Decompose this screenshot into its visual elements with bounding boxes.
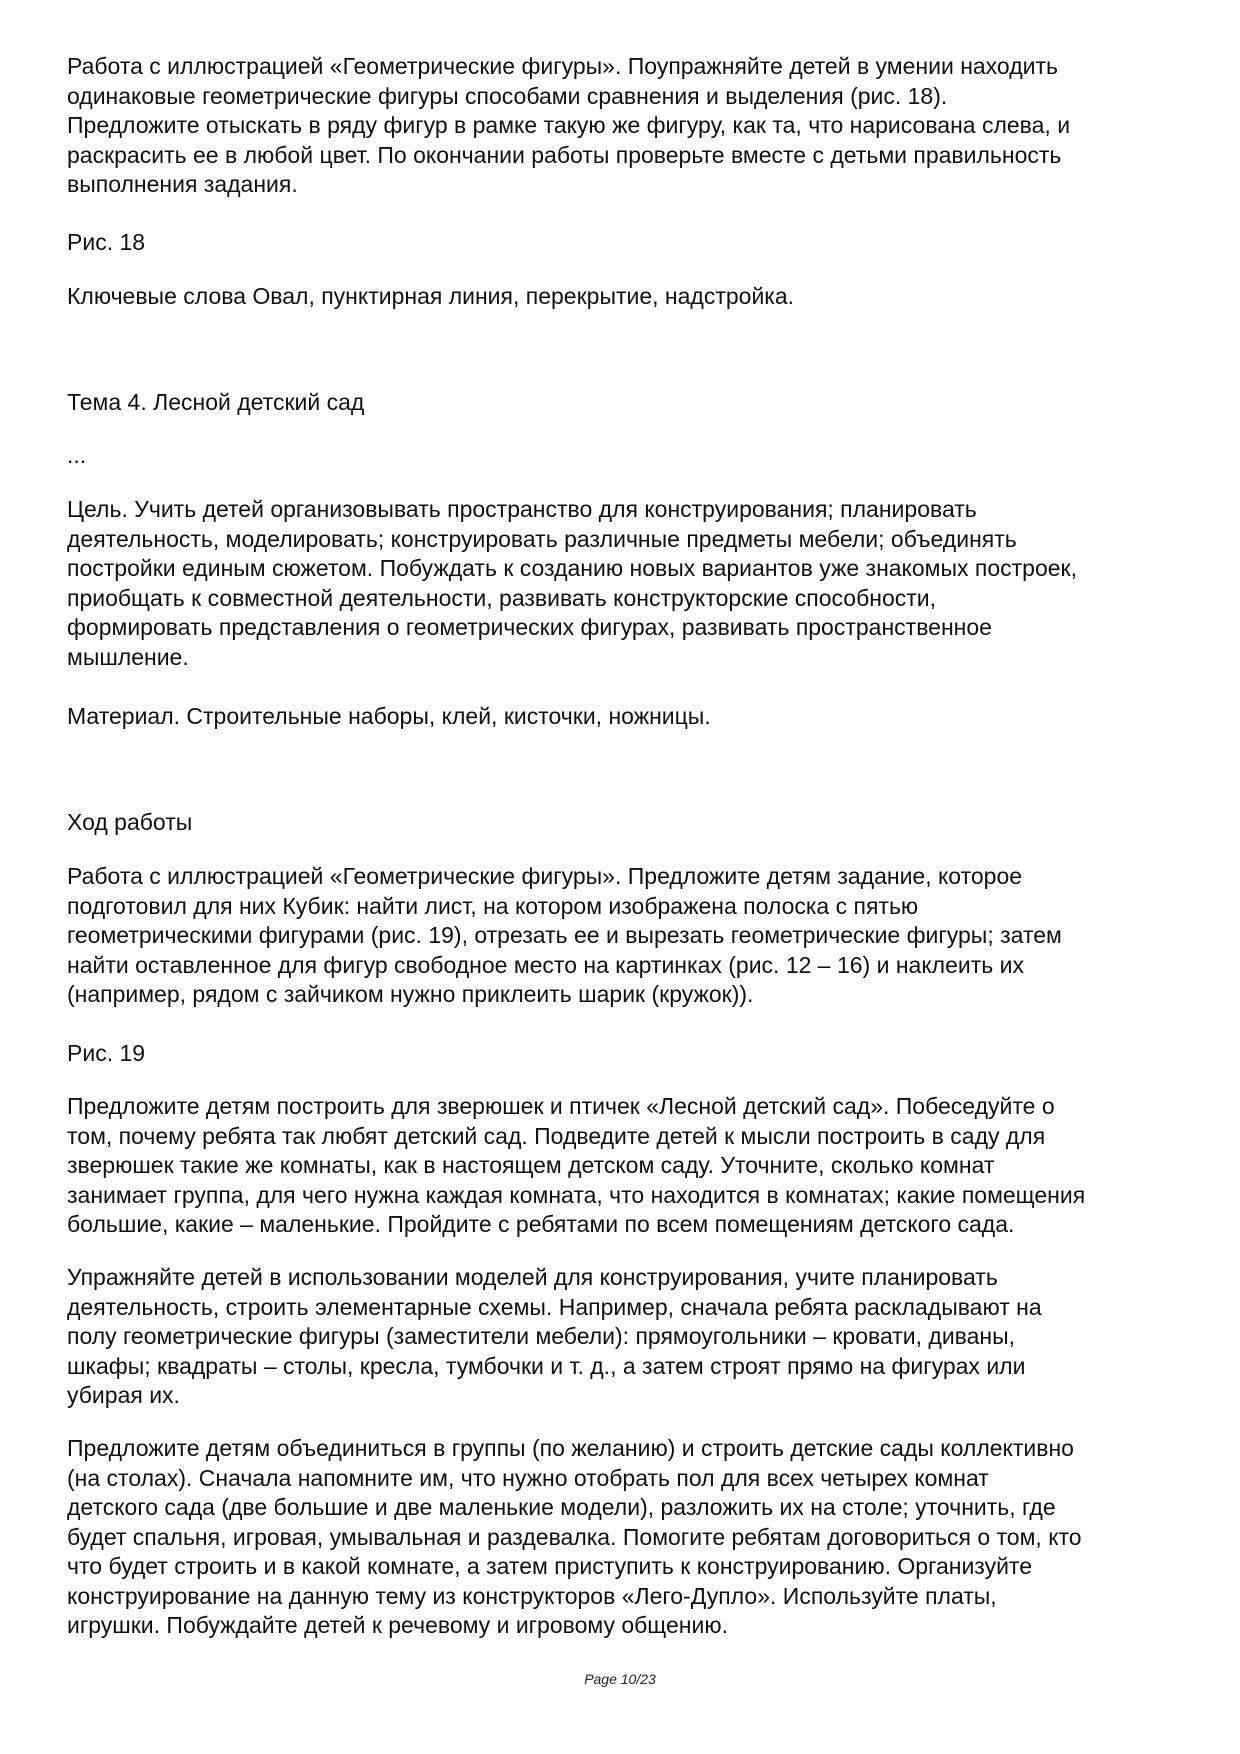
text-line: деятельность, строить элементарные схемы. Например, сначала ребята раскладывают на bbox=[67, 1293, 1042, 1320]
section-heading-procedure bbox=[67, 808, 1197, 838]
text-line: полу геометрические фигуры (заместители мебели): прямоугольники – кровати, диваны, bbox=[67, 1323, 1016, 1349]
text-line: зверюшек такие же комнаты, как в настоящем детском саду. Уточните, сколько комнат bbox=[67, 1152, 995, 1178]
text-line: раскрасить ее в любой цвет. По окончании работы проверьте вместе с детьми правильность bbox=[67, 141, 1062, 168]
paragraph-forest-kindergarten bbox=[67, 1092, 1197, 1240]
figure-caption-18 bbox=[67, 228, 1197, 258]
text-line: занимает группа, для чего нужна каждая комната, что находится в комнатах; какие помещения bbox=[67, 1181, 1086, 1208]
ellipsis-line bbox=[67, 441, 1197, 471]
text-line: Ход работы bbox=[67, 809, 193, 835]
text-line: Предложите отыскать в ряду фигур в рамке такую же фигуру, как та, что нарисована слева, и bbox=[67, 112, 1071, 138]
text-line: геометрическими фигурами (рис. 19), отрезать ее и вырезать геометрические фигуры; затем bbox=[67, 922, 1062, 948]
paragraph-group-building bbox=[67, 1434, 1197, 1641]
paragraph-material bbox=[67, 702, 1197, 732]
text-line: приобщать к совместной деятельности, развивать конструкторские способности, bbox=[67, 584, 937, 611]
text-line: одинаковые геометрические фигуры способами сравнения и выделения (рис. 18). bbox=[67, 82, 948, 109]
text-line: игрушки. Побуждайте детей к речевому и игровому общению. bbox=[67, 1612, 728, 1638]
text-line: (например, рядом с зайчиком нужно приклеить шарик (кружок)). bbox=[67, 981, 754, 1007]
text-line: убирая их. bbox=[67, 1382, 180, 1408]
text-line: большие, какие – маленькие. Пройдите с ребятами по всем помещениям детского сада. bbox=[67, 1211, 1015, 1237]
text-line: найти оставленное для фигур свободное место на картинках (рис. 12 – 16) и наклеить их bbox=[67, 951, 1024, 978]
text-line: Цель. Учить детей организовывать пространство для конструирования; планировать bbox=[67, 496, 977, 522]
text-line: что будет строить и в какой комнате, а затем приступить к конструированию. Организуйте bbox=[67, 1553, 1032, 1579]
text-line: Работа с иллюстрацией «Геометрические фигуры». Предложите детям задание, которое bbox=[67, 863, 1023, 889]
text-line: формировать представления о геометрических фигурах, развивать пространственное bbox=[67, 614, 992, 640]
text-line: шкафы; квадраты – столы, кресла, тумбочки и т. д., а затем строят прямо на фигурах или bbox=[67, 1352, 1026, 1379]
text-line: (на столах). Сначала напомните им, что нужно отобрать пол для всех четырех комнат bbox=[67, 1464, 989, 1491]
text-line: подготовил для них Кубик: найти лист, на котором изображена полоска с пятью bbox=[67, 892, 919, 919]
text-line: ... bbox=[67, 442, 87, 468]
text-line: Рис. 18 bbox=[67, 229, 146, 255]
text-line: том, почему ребята так любят детский сад. Подведите детей к мысли построить в саду для bbox=[67, 1122, 1046, 1149]
text-line: будет спальня, игровая, умывальная и раздевалка. Помогите ребятам договориться о том, кто bbox=[67, 1523, 1082, 1550]
text-line: конструирование на данную тему из конструкторов «Лего-Дупло». Используйте платы, bbox=[67, 1582, 997, 1609]
text-line: мышление. bbox=[67, 643, 189, 670]
text-line: Материал. Строительные наборы, клей, кисточки, ножницы. bbox=[67, 703, 711, 729]
text-line: Рис. 19 bbox=[67, 1040, 146, 1066]
section-heading-topic-4 bbox=[67, 388, 1197, 418]
text-line: постройки единым сюжетом. Побуждать к созданию новых вариантов уже знакомых построек, bbox=[67, 555, 1078, 581]
text-line: деятельность, моделировать; конструировать различные предметы мебели; объединять bbox=[67, 525, 1017, 552]
paragraph-keywords bbox=[67, 282, 1197, 312]
text-line: Предложите детям построить для зверюшек и птичек «Лесной детский сад». Побеседуйте о bbox=[67, 1093, 1055, 1119]
page-number: Page 10/23 bbox=[584, 1671, 656, 1687]
text-line: Ключевые слова Овал, пунктирная линия, перекрытие, надстройка. bbox=[67, 283, 795, 309]
paragraph-cube-task bbox=[67, 862, 1197, 1010]
figure-caption-19 bbox=[67, 1039, 1197, 1069]
paragraph-models bbox=[67, 1263, 1197, 1411]
text-line: выполнения задания. bbox=[67, 171, 298, 197]
paragraph-geometric-figures-intro bbox=[67, 52, 1197, 200]
text-line: Работа с иллюстрацией «Геометрические фигуры». Поупражняйте детей в умении находить bbox=[67, 53, 1058, 79]
text-line: Предложите детям объединиться в группы (по желанию) и строить детские сады коллективно bbox=[67, 1435, 1074, 1461]
text-line: Упражняйте детей в использовании моделей для конструирования, учите планировать bbox=[67, 1264, 998, 1290]
paragraph-goal bbox=[67, 495, 1197, 672]
text-line: Тема 4. Лесной детский сад bbox=[67, 389, 365, 415]
text-line: детского сада (две большие и две маленькие модели), разложить их на столе; уточнить, где bbox=[67, 1494, 1056, 1520]
